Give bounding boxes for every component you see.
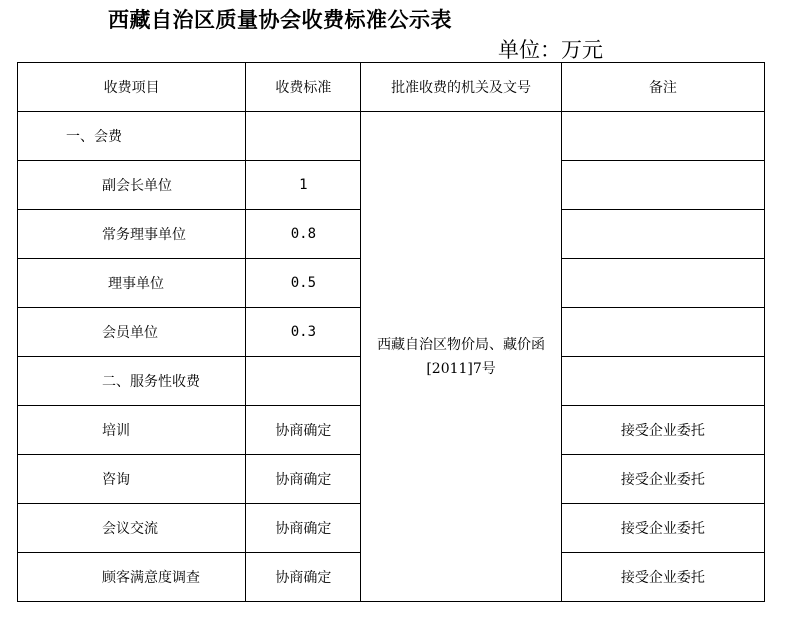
row-standard: 协商确定 bbox=[246, 406, 361, 455]
row-standard: 0.3 bbox=[246, 308, 361, 357]
row-note: 接受企业委托 bbox=[561, 504, 764, 553]
row-item-conference: 会议交流 bbox=[18, 504, 246, 553]
table-header-row bbox=[18, 63, 765, 112]
header-note: 备注 bbox=[561, 63, 764, 112]
header-approval-authority: 批准收费的机关及文号 bbox=[361, 63, 561, 112]
table-row bbox=[18, 112, 765, 161]
row-note bbox=[561, 210, 764, 259]
row-standard: 0.5 bbox=[246, 259, 361, 308]
row-item-service-fees: 二、服务性收费 bbox=[18, 357, 246, 406]
row-item-satisfaction-survey: 顾客满意度调查 bbox=[18, 553, 246, 602]
header-fee-standard: 收费标准 bbox=[246, 63, 361, 112]
row-item-training: 培训 bbox=[18, 406, 246, 455]
row-item-membership-fees: 一、会费 bbox=[18, 112, 246, 161]
row-note bbox=[561, 112, 764, 161]
row-standard bbox=[246, 357, 361, 406]
row-note bbox=[561, 357, 764, 406]
approval-authority-cell bbox=[361, 112, 561, 602]
row-standard: 协商确定 bbox=[246, 455, 361, 504]
page-title: 西藏自治区质量协会收费标准公示表 bbox=[108, 8, 452, 32]
row-item-executive-director-unit: 常务理事单位 bbox=[18, 210, 246, 259]
row-standard: 0.8 bbox=[246, 210, 361, 259]
row-note: 接受企业委托 bbox=[561, 406, 764, 455]
row-note: 接受企业委托 bbox=[561, 455, 764, 504]
row-note bbox=[561, 308, 764, 357]
unit-label: 单位：万元 bbox=[498, 38, 603, 62]
row-standard: 协商确定 bbox=[246, 504, 361, 553]
row-item-director-unit: 理事单位 bbox=[18, 259, 246, 308]
header-fee-item: 收费项目 bbox=[18, 63, 246, 112]
row-item-consulting: 咨询 bbox=[18, 455, 246, 504]
approval-authority-text: 西藏自治区物价局、藏价函[2011]7号 bbox=[377, 336, 546, 377]
row-note bbox=[561, 161, 764, 210]
row-standard: 协商确定 bbox=[246, 553, 361, 602]
fee-schedule-table bbox=[17, 62, 765, 602]
row-standard bbox=[246, 112, 361, 161]
row-item-vice-president-unit: 副会长单位 bbox=[18, 161, 246, 210]
row-standard: 1 bbox=[246, 161, 361, 210]
row-item-member-unit: 会员单位 bbox=[18, 308, 246, 357]
row-note bbox=[561, 259, 764, 308]
row-note: 接受企业委托 bbox=[561, 553, 764, 602]
